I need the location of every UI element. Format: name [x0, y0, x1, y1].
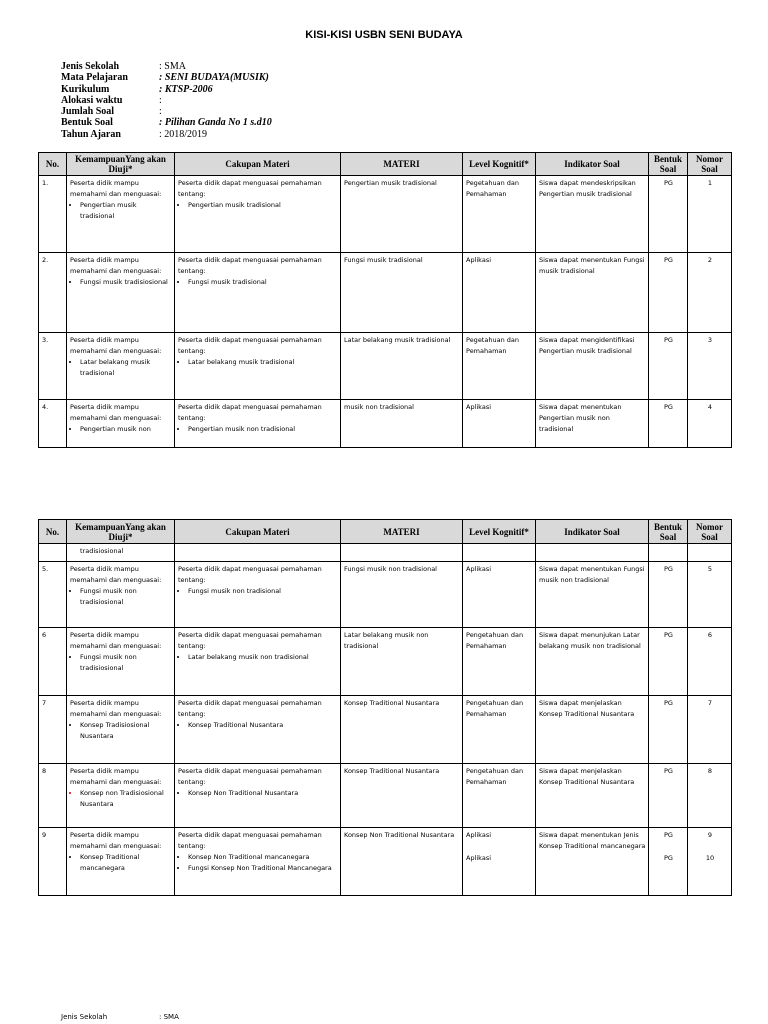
cell-materi: Fungsi musik tradisional [341, 253, 463, 333]
kemampuan-lead: Peserta didik mampu memahami dan menguasai: [70, 179, 162, 198]
header-cakupan: Cakupan Materi [175, 153, 341, 176]
cell-kemampuan [67, 400, 175, 448]
header-cakupan: Cakupan Materi [175, 520, 341, 544]
cell-level [463, 628, 536, 696]
cakupan-lead: Peserta didik dapat menguasai pemahaman tentang: [178, 767, 322, 786]
cell-indikator: Siswa dapat menentukan Fungsi musik tradisional [536, 253, 649, 333]
meta-row [61, 61, 272, 72]
cell-nomor-line: 8 [707, 767, 713, 775]
cell-cakupan [175, 764, 341, 828]
cell-kemampuan [67, 828, 175, 896]
footer-value: : SMA [159, 1013, 179, 1021]
cell-cakupan [175, 333, 341, 400]
cell-level-line: Pengetahuan dan Pemahaman [466, 767, 524, 786]
meta-row [61, 84, 272, 95]
cakupan-bullets [178, 788, 338, 799]
bullet-item: • Konsep Non Traditional mancanegara [188, 852, 338, 863]
header-level: Level Kognitif* [463, 153, 536, 176]
meta-row [61, 129, 272, 140]
kemampuan-lead: Peserta didik mampu memahami dan menguasai: [70, 403, 162, 422]
cell-materi: Pengertian musik tradisional [341, 176, 463, 253]
cell-materi: musik non tradisional [341, 400, 463, 448]
cell-no: 4. [39, 400, 67, 448]
cell-level-line: Aplikasi [466, 565, 492, 573]
meta-value: : KTSP-2006 [159, 83, 213, 95]
cell-kemampuan [67, 333, 175, 400]
cell-nomor-line: 4 [707, 403, 713, 411]
cell-level [463, 696, 536, 764]
cell-no: 3. [39, 333, 67, 400]
cell-bentuk-line: PG [664, 631, 673, 639]
cell-nomor [688, 253, 732, 333]
cakupan-lead: Peserta didik dapat menguasai pemahaman tentang: [178, 336, 322, 355]
document-title: KISI-KISI USBN SENI BUDAYA [305, 29, 463, 41]
cakupan-lead: Peserta didik dapat menguasai pemahaman tentang: [178, 631, 322, 650]
cell-bentuk [649, 544, 688, 562]
cell-nomor-line: 9 [707, 831, 713, 839]
cell-cakupan [175, 400, 341, 448]
header-bentuk: Bentuk Soal [649, 153, 688, 176]
meta-label: Mata Pelajaran [61, 72, 128, 84]
cakupan-lead: Peserta didik dapat menguasai pemahaman tentang: [178, 831, 322, 850]
cell-nomor [688, 628, 732, 696]
kisi-table-1 [38, 152, 732, 448]
table-row [39, 176, 732, 253]
kemampuan-bullets [70, 720, 172, 742]
cakupan-bullets [178, 720, 338, 731]
cell-level-line: Pengetahuan dan Pemahaman [466, 631, 524, 650]
cell-no: 7 [39, 696, 67, 764]
cakupan-lead: Peserta didik dapat menguasai pemahaman tentang: [178, 179, 322, 198]
cell-bentuk-line: PG [664, 336, 673, 344]
header-nomor: Nomor Soal [688, 153, 732, 176]
cakupan-lead: Peserta didik dapat menguasai pemahaman tentang: [178, 403, 322, 422]
cell-nomor-line: 10 [705, 854, 715, 862]
cell-nomor [688, 176, 732, 253]
cell-bentuk [649, 628, 688, 696]
cell-nomor-line: 2 [707, 256, 713, 264]
cakupan-bullets [178, 586, 338, 597]
header-bentuk: Bentuk Soal [649, 520, 688, 544]
cell-nomor [688, 544, 732, 562]
cell-no: 9 [39, 828, 67, 896]
cell-indikator: Siswa dapat menentukan Pengertian musik non tradisional [536, 400, 649, 448]
cell-level-line: Aplikasi [466, 256, 492, 264]
kemampuan-lead: Peserta didik mampu memahami dan menguasai: [70, 631, 162, 650]
cell-nomor [688, 333, 732, 400]
cakupan-bullets [178, 277, 338, 288]
cell-bentuk [649, 562, 688, 628]
kemampuan-bullets [70, 424, 172, 435]
bullet-item: • Pengertian musik non tradisional [188, 424, 338, 435]
meta-label: Jumlah Soal [61, 106, 115, 118]
kemampuan-bullets [70, 852, 172, 874]
cakupan-lead: Peserta didik dapat menguasai pemahaman tentang: [178, 565, 322, 584]
kemampuan-bullets [70, 357, 172, 379]
cell-materi: Konsep Non Traditional Nusantara [341, 828, 463, 896]
cell-bentuk-line: PG [664, 179, 673, 187]
cell-indikator [536, 544, 649, 562]
meta-value: : Pilihan Ganda No 1 s.d10 [159, 117, 272, 129]
table-body [39, 544, 732, 896]
cell-no: 1. [39, 176, 67, 253]
kemampuan-lead: Peserta didik mampu memahami dan menguasai: [70, 256, 162, 275]
cell-indikator: Siswa dapat mendeskripsikan Pengertian musik tradisional [536, 176, 649, 253]
header-indikator: Indikator Soal [536, 520, 649, 544]
bullet-item: • Konsep non Tradisiosional Nusantara [80, 788, 172, 810]
cell-indikator: Siswa dapat mengidentifikasi Pengertian musik tradisional [536, 333, 649, 400]
header-level: Level Kognitif* [463, 520, 536, 544]
cell-nomor-line: 6 [707, 631, 713, 639]
header-indikator: Indikator Soal [536, 153, 649, 176]
cell-nomor [688, 696, 732, 764]
meta-label: Kurikulum [61, 83, 110, 95]
cell-materi: Konsep Traditional Nusantara [341, 764, 463, 828]
cell-level [463, 400, 536, 448]
bullet-item: • Konsep Non Traditional Nusantara [188, 788, 338, 799]
bullet-item: • Fungsi musik non tradisiosional [80, 586, 172, 608]
kemampuan-lead: Peserta didik mampu memahami dan menguasai: [70, 831, 162, 850]
cell-bentuk [649, 253, 688, 333]
cakupan-bullets [178, 424, 338, 435]
table-row [39, 828, 732, 896]
cell-bentuk [649, 333, 688, 400]
meta-row [61, 95, 272, 106]
cell-indikator: Siswa dapat menjelaskan Konsep Traditional Nusantara [536, 764, 649, 828]
table-header-row [39, 520, 732, 544]
kemampuan-lead: Peserta didik mampu memahami dan menguasai: [70, 699, 162, 718]
meta-value: : [159, 106, 162, 118]
bullet-item: • Fungsi Konsep Non Traditional Mancanegara [188, 863, 338, 874]
bullet-item: • Fungsi musik non tradisional [188, 586, 338, 597]
cell-level [463, 544, 536, 562]
meta-value: : SMA [159, 61, 186, 72]
cell-nomor-line: 3 [707, 336, 713, 344]
table-row [39, 253, 732, 333]
cell-kemampuan [67, 696, 175, 764]
bullet-item: • Fungsi musik non tradisiosional [80, 652, 172, 674]
cell-nomor-line: 1 [707, 179, 713, 187]
cell-indikator: Siswa dapat menentukan Fungsi musik non tradisional [536, 562, 649, 628]
continuation-text: tradisiosional [80, 547, 124, 555]
cell-level-line: Pegetahuan dan Pemahaman [466, 179, 519, 198]
cell-materi: Latar belakang musik non tradisional [341, 628, 463, 696]
table-body [39, 176, 732, 448]
cell-level [463, 828, 536, 896]
cell-cakupan [175, 253, 341, 333]
header-kemampuan: KemampuanYang akan Diuji* [67, 153, 175, 176]
cell-cakupan [175, 628, 341, 696]
cell-level [463, 253, 536, 333]
kisi-table-2 [38, 519, 732, 896]
cell-kemampuan [67, 764, 175, 828]
header-materi: MATERI [341, 153, 463, 176]
cell-nomor-line: 5 [707, 565, 713, 573]
bullet-item: • Pengertian musik tradisional [188, 200, 338, 211]
cell-indikator: Siswa dapat menjelaskan Konsep Traditional Nusantara [536, 696, 649, 764]
cell-bentuk-line: PG [664, 699, 673, 707]
bullet-item: • Fungsi musik tradisional [188, 277, 338, 288]
cell-level [463, 764, 536, 828]
cell-level [463, 562, 536, 628]
cakupan-bullets [178, 652, 338, 663]
cell-bentuk-line: PG [664, 403, 673, 411]
cell-bentuk [649, 176, 688, 253]
cell-bentuk-line: PG [664, 854, 673, 862]
cell-level [463, 333, 536, 400]
cell-no: 5. [39, 562, 67, 628]
kemampuan-bullets [70, 277, 172, 288]
cell-no: 6 [39, 628, 67, 696]
cell-indikator: Siswa dapat menunjukan Latar belakang musik non tradisional [536, 628, 649, 696]
cell-nomor [688, 562, 732, 628]
cell-level-line: Aplikasi [466, 831, 492, 839]
meta-value: : SENI BUDAYA(MUSIK) [159, 72, 269, 84]
bullet-item: • Konsep Tradisiosional Nusantara [80, 720, 172, 742]
cell-nomor [688, 400, 732, 448]
cell-bentuk-line: PG [664, 767, 673, 775]
bullet-item: • Latar belakang musik tradisional [188, 357, 338, 368]
meta-label: Tahun Ajaran [61, 128, 121, 140]
cell-indikator: Siswa dapat menentukan Jenis Konsep Traditional mancanegara [536, 828, 649, 896]
footer-meta [61, 1013, 179, 1021]
kemampuan-bullets [70, 652, 172, 674]
cell-nomor [688, 828, 732, 896]
cell-bentuk-line: PG [664, 831, 673, 839]
cell-no: 2. [39, 253, 67, 333]
cell-nomor-line: 7 [707, 699, 713, 707]
cell-level-line: Aplikasi [466, 854, 492, 862]
cell-bentuk-line: PG [664, 256, 673, 264]
cell-level-line: Aplikasi [466, 403, 492, 411]
continuation-row [39, 544, 732, 562]
cell-level-line: Pengetahuan dan Pemahaman [466, 699, 524, 718]
cakupan-bullets [178, 200, 338, 211]
cell-bentuk [649, 400, 688, 448]
cell-bentuk [649, 828, 688, 896]
kemampuan-lead: Peserta didik mampu memahami dan menguasai: [70, 336, 162, 355]
table-header-row [39, 153, 732, 176]
kemampuan-bullets [70, 586, 172, 608]
header-no: No. [39, 520, 67, 544]
cell-nomor [688, 764, 732, 828]
cell-cakupan [175, 828, 341, 896]
table-row [39, 562, 732, 628]
header-kemampuan: KemampuanYang akan Diuji* [67, 520, 175, 544]
kemampuan-bullets [70, 788, 172, 810]
cell-level-line: Pegetahuan dan Pemahaman [466, 336, 519, 355]
cell-cakupan [175, 176, 341, 253]
bullet-item: • Pengertian musik tradisional [80, 200, 172, 222]
cell-materi [341, 544, 463, 562]
cell-bentuk [649, 764, 688, 828]
bullet-item: • Konsep Traditional mancanegara [80, 852, 172, 874]
cell-level [463, 176, 536, 253]
bullet-item: • Konsep Traditional Nusantara [188, 720, 338, 731]
cell-cakupan [175, 544, 341, 562]
header-nomor: Nomor Soal [688, 520, 732, 544]
meta-value: : 2018/2019 [159, 128, 208, 140]
header-no: No. [39, 153, 67, 176]
cakupan-bullets [178, 357, 338, 368]
cell-cakupan [175, 696, 341, 764]
bullet-item: • Pengertian musik non [80, 424, 172, 435]
cell-bentuk [649, 696, 688, 764]
meta-block [61, 61, 272, 140]
footer-label: Jenis Sekolah [61, 1013, 108, 1021]
meta-label: Bentuk Soal [61, 117, 113, 129]
cell-materi: Fungsi musik non tradisional [341, 562, 463, 628]
table-row [39, 400, 732, 448]
table-row [39, 764, 732, 828]
cell-bentuk-line: PG [664, 565, 673, 573]
cell-materi: Latar belakang musik tradisional [341, 333, 463, 400]
meta-row [61, 117, 272, 128]
cell-materi: Konsep Traditional Nusantara [341, 696, 463, 764]
cell-kemampuan [67, 253, 175, 333]
cakupan-lead: Peserta didik dapat menguasai pemahaman tentang: [178, 256, 322, 275]
kemampuan-lead: Peserta didik mampu memahami dan menguasai: [70, 565, 162, 584]
bullet-item: • Latar belakang musik non tradisional [188, 652, 338, 663]
cakupan-lead: Peserta didik dapat menguasai pemahaman tentang: [178, 699, 322, 718]
kemampuan-bullets [70, 200, 172, 222]
table-row [39, 696, 732, 764]
bullet-item: • Fungsi musik tradisiosional [80, 277, 172, 288]
meta-value: : [159, 94, 162, 106]
table-row [39, 628, 732, 696]
bullet-item: • Latar belakang musik tradisional [80, 357, 172, 379]
cakupan-bullets [178, 852, 338, 874]
cell-kemampuan [67, 176, 175, 253]
header-materi: MATERI [341, 520, 463, 544]
cell-kemampuan [67, 544, 175, 562]
meta-row [61, 72, 272, 83]
table-row [39, 333, 732, 400]
meta-row [61, 106, 272, 117]
cell-no: 8 [39, 764, 67, 828]
kemampuan-lead: Peserta didik mampu memahami dan menguasai: [70, 767, 162, 786]
meta-label: Alokasi waktu [61, 94, 123, 106]
cell-no [39, 544, 67, 562]
cell-kemampuan [67, 562, 175, 628]
meta-label: Jenis Sekolah [61, 61, 120, 72]
cell-kemampuan [67, 628, 175, 696]
cell-cakupan [175, 562, 341, 628]
